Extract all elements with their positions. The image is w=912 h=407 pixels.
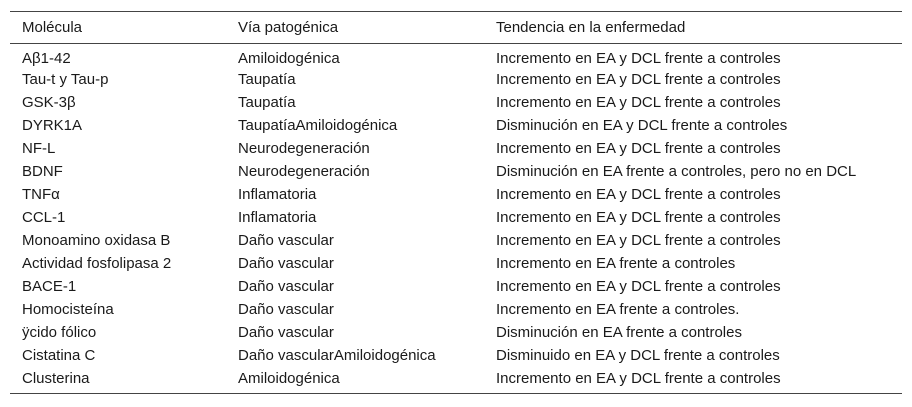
cell-molecula: BDNF	[22, 163, 63, 180]
cell-tendencia: Incremento en EA y DCL frente a controles	[496, 140, 781, 157]
cell-molecula: Cistatina C	[22, 347, 96, 364]
cell-via-patogenica: Taupatía	[238, 71, 296, 88]
cell-molecula: GSK-3β	[22, 94, 76, 111]
cell-molecula: CCL-1	[22, 209, 66, 226]
cell-via-patogenica: Neurodegeneración	[238, 163, 370, 180]
cell-via-patogenica: Amiloidogénica	[238, 370, 340, 387]
header-molecula: Molécula	[22, 19, 83, 36]
cell-via-patogenica: Inflamatoria	[238, 209, 317, 226]
table-row	[10, 252, 902, 275]
cell-via-patogenica: Daño vascular	[238, 232, 334, 249]
cell-molecula: Monoamino oxidasa B	[22, 232, 171, 249]
table-row	[10, 183, 902, 206]
table-row	[10, 206, 902, 229]
cell-tendencia: Disminución en EA frente a controles, pero no en DCL	[496, 163, 857, 180]
cell-tendencia: Incremento en EA y DCL frente a controles	[496, 71, 781, 88]
table-row	[10, 275, 902, 298]
table-row	[10, 137, 902, 160]
cell-tendencia: Incremento en EA y DCL frente a controles	[496, 186, 781, 203]
table-row	[10, 367, 902, 394]
cell-tendencia: Incremento en EA frente a controles	[496, 255, 736, 272]
table-row	[10, 160, 902, 183]
cell-via-patogenica: Taupatía	[238, 94, 296, 111]
table-row	[10, 44, 902, 69]
cell-tendencia: Disminución en EA frente a controles	[496, 324, 742, 341]
cell-tendencia: Incremento en EA y DCL frente a controles	[496, 94, 781, 111]
cell-tendencia: Incremento en EA y DCL frente a controles	[496, 49, 781, 67]
cell-via-patogenica: Daño vascular	[238, 278, 334, 295]
cell-via-patogenica: Daño vascular	[238, 255, 334, 272]
cell-via-patogenica: Amiloidogénica	[238, 49, 340, 67]
cell-via-patogenica: TaupatíaAmiloidogénica	[238, 117, 398, 134]
header-tendencia: Tendencia en la enfermedad	[496, 19, 686, 36]
table-row	[10, 114, 902, 137]
table-row	[10, 91, 902, 114]
cell-tendencia: Disminución en EA y DCL frente a controles	[496, 117, 788, 134]
cell-molecula: ÿcido fólico	[22, 324, 97, 341]
cell-tendencia: Incremento en EA y DCL frente a controles	[496, 370, 781, 387]
cell-molecula: NF-L	[22, 140, 56, 157]
cell-tendencia: Incremento en EA frente a controles.	[496, 301, 740, 318]
cell-molecula: BACE-1	[22, 278, 77, 295]
cell-via-patogenica: Inflamatoria	[238, 186, 317, 203]
table-row	[10, 321, 902, 344]
cell-molecula: Clusterina	[22, 370, 90, 387]
table-row	[10, 229, 902, 252]
cell-molecula: Tau-t y Tau-p	[22, 71, 109, 88]
biomarker-table-container	[10, 11, 902, 394]
cell-molecula: Aβ1-42	[22, 49, 71, 67]
cell-tendencia: Incremento en EA y DCL frente a controles	[496, 209, 781, 226]
cell-tendencia: Incremento en EA y DCL frente a controles	[496, 232, 781, 249]
cell-via-patogenica: Daño vascular	[238, 301, 334, 318]
cell-via-patogenica: Daño vascular	[238, 324, 334, 341]
cell-tendencia: Disminuido en EA y DCL frente a controles	[496, 347, 780, 364]
table-row	[10, 68, 902, 91]
cell-molecula: DYRK1A	[22, 117, 83, 134]
table-header-row	[10, 12, 902, 44]
cell-molecula: TNFα	[22, 186, 60, 203]
table-body	[10, 44, 902, 394]
cell-tendencia: Incremento en EA y DCL frente a controles	[496, 278, 781, 295]
cell-via-patogenica: Neurodegeneración	[238, 140, 370, 157]
cell-molecula: Homocisteína	[22, 301, 114, 318]
header-via-patogenica: Vía patogénica	[238, 19, 339, 36]
cell-via-patogenica: Daño vascularAmiloidogénica	[238, 347, 436, 364]
cell-molecula: Actividad fosfolipasa 2	[22, 255, 172, 272]
biomarker-table	[10, 11, 902, 394]
table-row	[10, 344, 902, 367]
table-row	[10, 298, 902, 321]
